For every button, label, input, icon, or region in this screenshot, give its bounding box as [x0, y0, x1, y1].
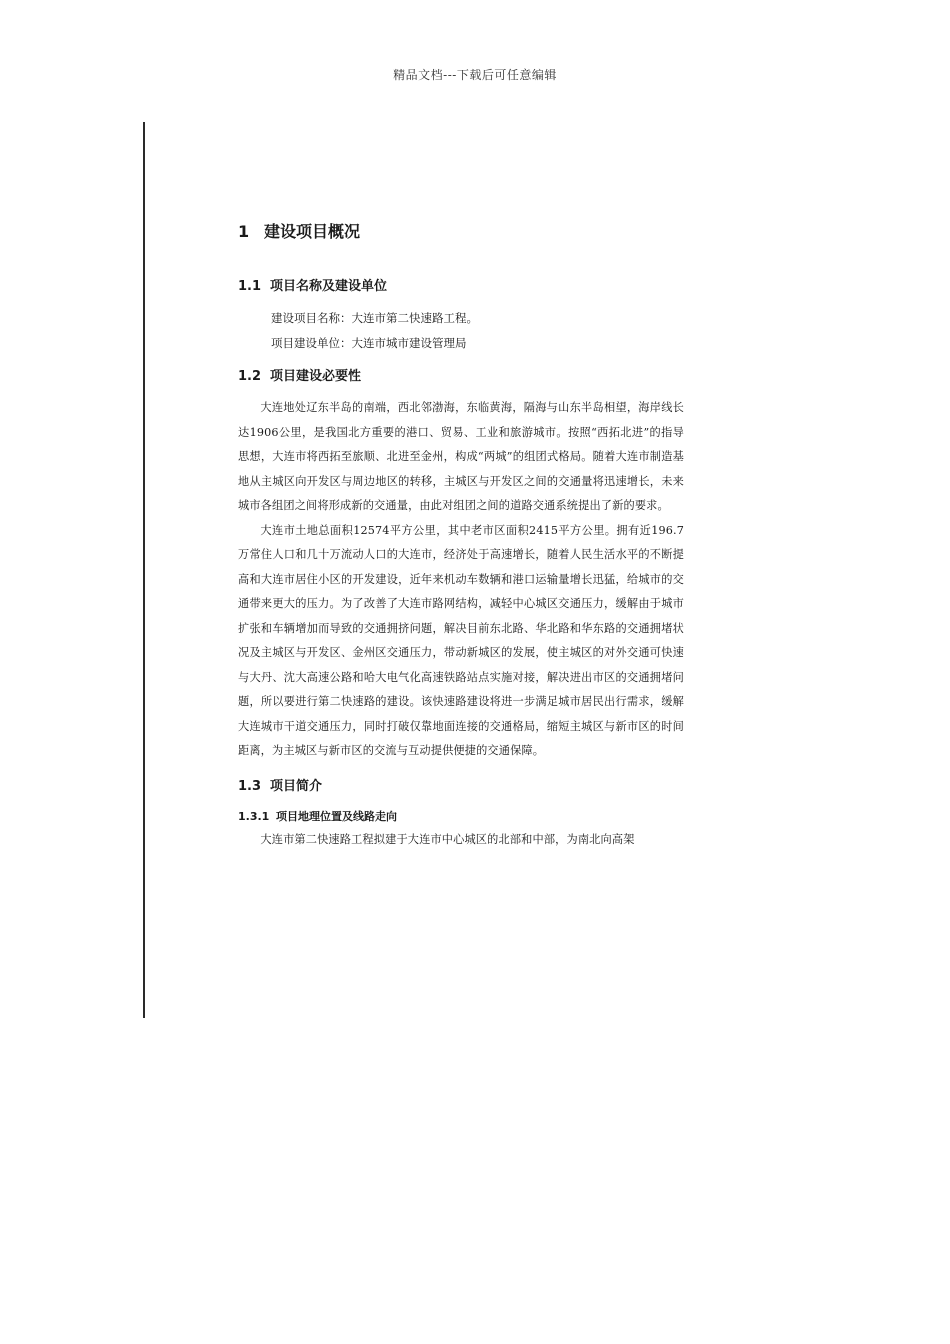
- chapter-heading: [238, 218, 684, 246]
- page-header: 精品文档---下载后可任意编辑: [393, 68, 557, 82]
- section-heading-1-2: [238, 364, 684, 390]
- section-number: 1.1: [238, 279, 262, 294]
- section-title: 项目简介: [270, 778, 323, 794]
- project-name-line: 建设项目名称：大连市第二快速路工程。: [271, 311, 478, 325]
- chapter-number: 1: [238, 222, 250, 241]
- document-body: [238, 218, 684, 852]
- section-title: 项目建设必要性: [270, 369, 362, 384]
- section-heading-1-1: [238, 274, 684, 300]
- section-heading-1-3: [238, 774, 684, 800]
- section-number: 1.3: [238, 778, 262, 794]
- subsection-number: 1.3.1: [238, 809, 270, 823]
- section-title: 项目名称及建设单位: [270, 279, 388, 294]
- subsection-title: 项目地理位置及线路走向: [276, 809, 397, 823]
- section-number: 1.2: [238, 369, 262, 384]
- paragraph-necessity-1: 大连地处辽东半岛的南端，西北邻渤海，东临黄海，隔海与山东半岛相望，海岸线长达1906公里，是我国北方重要的港口、贸易、工业和旅游城市。按照“西拓北进”的指导思想，大连市将西拓至旅顺、北进至金州，构成“两城”的组团式格局。随着大连市制造基地从主城区向开发区与周边地区的转移，主城区与开发区之间的交通量将迅速增长，未来城市各组团之间将形成新的交通量，由此对组团之间的道路交通系统提出了新的要求。: [238, 401, 684, 512]
- paragraph-necessity-2: 大连市土地总面积12574平方公里，其中老市区面积2415平方公里。拥有近196.7万常住人口和几十万流动人口的大连市，经济处于高速增长，随着人民生活水平的不断提高和大连市居住小区的开发建设，近年来机动车数辆和港口运输量增长迅猛，给城市的交通带来更大的压力。为了改善了大连市路网结构，减轻中心城区交通压力，缓解由于城市扩张和车辆增加而导致的交通拥挤问题，解决目前东北路、华北路和华东路的交通拥堵状况及主城区与开发区、金州区交通压力，带动新城区的发展，使主城区的对外交通可快速与大丹、沈大高速公路和哈大电气化高速铁路站点实施对接，解决进出市区的交通拥堵问题，所以要进行第二快速路的建设。该快速路建设将进一步满足城市居民出行需求，缓解大连城市干道交通压力，同时打破仅靠地面连接的交通格局，缩短主城区与新市区的时间距离，为主城区与新市区的交流与互动提供便捷的交通保障。: [238, 523, 684, 757]
- project-builder-line: 项目建设单位：大连市城市建设管理局: [271, 336, 467, 350]
- chapter-title: 建设项目概况: [264, 222, 361, 241]
- paragraph-location: 大连市第二快速路工程拟建于大连市中心城区的北部和中部，为南北向高架: [260, 832, 635, 846]
- margin-rule: [143, 122, 145, 1018]
- subsection-heading-1-3-1: [238, 806, 684, 828]
